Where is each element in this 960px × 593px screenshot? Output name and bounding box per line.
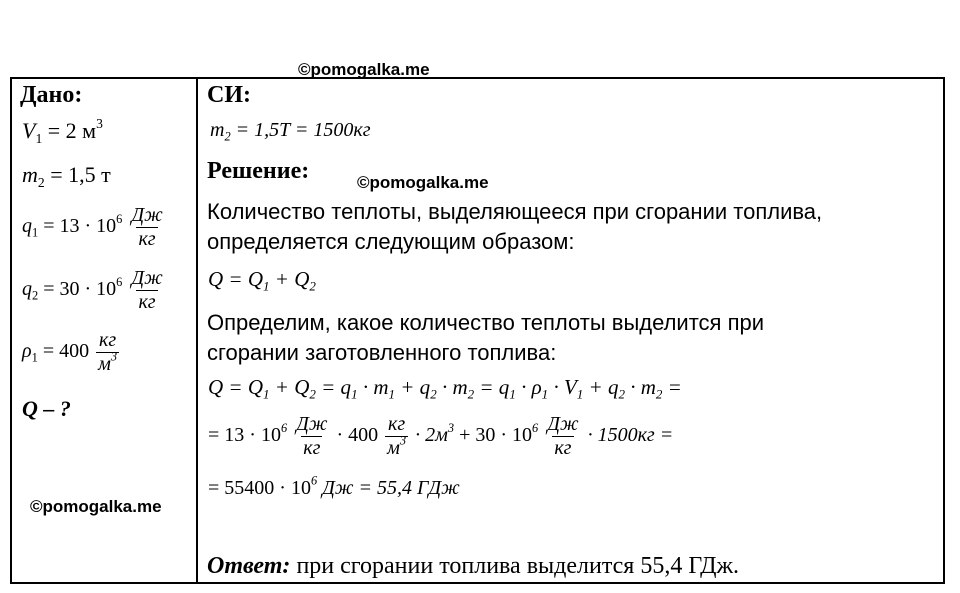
si-conv-expr: = 1,5T = 1500кг <box>230 119 371 141</box>
l2-d-sup: 6 <box>532 420 539 435</box>
l1-f: · m <box>436 375 468 399</box>
l1-h1: 1 <box>541 386 549 402</box>
l1-a: Q = Q <box>208 375 264 399</box>
l1-i1: 1 <box>576 386 584 402</box>
given-v1 <box>22 115 103 147</box>
column-divider <box>196 77 198 584</box>
l1-k1: 2 <box>655 386 663 402</box>
q1-unit-num: Дж <box>131 204 163 226</box>
rho1-unit-fraction <box>96 330 119 375</box>
v1-sup: 3 <box>96 115 103 131</box>
q2-symbol: q <box>22 278 32 301</box>
l3-a: = 55400 · 10 <box>208 477 311 499</box>
l2-c: · 2м <box>410 424 448 447</box>
l1-j1: 2 <box>618 386 625 402</box>
l2-a-sup: 6 <box>280 420 288 435</box>
answer <box>207 553 739 580</box>
l2-a: = 13 · 10 <box>208 424 281 447</box>
given-m2 <box>22 162 111 191</box>
q1-sub: 1 <box>32 225 39 240</box>
q2-unit-den: кг <box>138 291 156 313</box>
rho1-value: = 400 <box>37 340 90 363</box>
l1-j: + q <box>583 375 619 399</box>
formula-1 <box>208 267 316 295</box>
formula1-lhs: Q = Q <box>208 267 264 291</box>
given-q1 <box>22 205 167 250</box>
l2-frac2 <box>385 414 408 459</box>
m2-symbol: m <box>22 162 38 187</box>
m2-sub: 2 <box>37 174 45 190</box>
q1-unit-fraction <box>129 205 164 250</box>
q1-unit-den: кг <box>138 228 156 250</box>
q2-sup: 6 <box>116 274 123 289</box>
answer-label: Ответ: <box>207 553 291 579</box>
l2-frac2-den <box>385 433 408 459</box>
l1-b1: 2 <box>309 386 316 402</box>
l1-d: · m <box>357 375 389 399</box>
solution-text-3: Определим, какое количество теплоты выделится при <box>207 310 765 335</box>
l1-e1: 2 <box>430 386 437 402</box>
l1-c: = q <box>315 375 352 399</box>
l2-b: · 400 <box>331 424 379 447</box>
watermark-middle: ©pomogalka.me <box>357 173 489 192</box>
l2-frac1 <box>294 414 329 459</box>
formula-line-2 <box>208 414 673 459</box>
solution-text-1: Количество теплоты, выделяющееся при сгорании топлива, <box>207 199 823 224</box>
l1-e: + q <box>395 375 431 399</box>
answer-text: при сгорании топлива выделится 55,4 ГДж. <box>290 553 740 579</box>
given-rho1 <box>22 330 121 375</box>
q1-sup: 6 <box>116 211 123 226</box>
si-heading: СИ: <box>207 82 251 108</box>
l2-c-sup: 3 <box>447 420 455 435</box>
formula-line-1 <box>208 375 682 403</box>
rho1-sub: 1 <box>31 350 38 365</box>
l2-frac2-den-base: м <box>387 437 400 459</box>
q1-value: = 13 · 10 <box>38 215 117 238</box>
l3-a-sup: 6 <box>310 473 318 488</box>
rho1-unit-num: кг <box>98 329 117 351</box>
watermark-left: ©pomogalka.me <box>30 497 162 516</box>
si-conv-sub: 2 <box>224 129 231 144</box>
m2-value: = 1,5 т <box>44 162 111 187</box>
formula-line-3 <box>208 473 460 500</box>
given-heading: Дано: <box>20 82 83 108</box>
l2-frac1-num: Дж <box>296 413 328 435</box>
v1-sub: 1 <box>35 130 43 146</box>
rho1-unit-den-base: м <box>98 353 111 375</box>
l1-g1: 1 <box>509 386 516 402</box>
l2-frac1-den: кг <box>303 437 321 459</box>
v1-symbol: V <box>22 118 36 143</box>
q2-unit-num: Дж <box>131 267 163 289</box>
l1-d1: 1 <box>388 386 396 402</box>
solution-heading: Решение: <box>207 158 310 184</box>
q2-sub: 2 <box>32 288 39 303</box>
formula1-sub1: 1 <box>263 278 270 294</box>
l1-i: · V <box>548 375 577 399</box>
solution-text-2: определяется следующим образом: <box>207 229 575 254</box>
l1-a1: 1 <box>263 386 270 402</box>
si-conv-symbol: m <box>210 119 225 141</box>
v1-value: = 2 м <box>42 118 97 143</box>
formula1-mid: + Q <box>269 267 310 291</box>
l1-b: + Q <box>269 375 310 399</box>
si-conversion <box>210 119 371 144</box>
formula1-sub2: 2 <box>309 278 316 294</box>
rho1-symbol: ρ <box>22 340 32 363</box>
l2-d: + 30 · 10 <box>454 424 533 447</box>
l1-l: = <box>662 375 682 399</box>
l2-e: · 1500кг = <box>582 424 674 447</box>
l1-f1: 2 <box>467 386 475 402</box>
l1-g: = q <box>474 375 510 399</box>
l3-b: Дж = 55,4 ГДж <box>317 477 460 499</box>
l1-k: · m <box>624 375 656 399</box>
l2-frac2-num: кг <box>388 413 406 435</box>
l2-frac3-num: Дж <box>547 413 579 435</box>
given-q2 <box>22 268 167 313</box>
l2-frac3-den: кг <box>554 437 572 459</box>
solution-text-4: сгорании заготовленного топлива: <box>207 340 557 365</box>
l2-frac3 <box>545 414 580 459</box>
q1-symbol: q <box>22 215 32 238</box>
watermark-top: ©pomogalka.me <box>298 60 430 79</box>
rho1-unit-den-sup: 3 <box>110 349 118 364</box>
q2-value: = 30 · 10 <box>38 278 117 301</box>
l2-frac2-den-sup: 3 <box>399 433 407 448</box>
q2-unit-fraction <box>129 268 164 313</box>
given-unknown: Q – ? <box>22 396 71 421</box>
rho1-unit-den <box>96 349 119 375</box>
l1-c1: 1 <box>351 386 358 402</box>
l1-h: · ρ <box>515 375 542 399</box>
